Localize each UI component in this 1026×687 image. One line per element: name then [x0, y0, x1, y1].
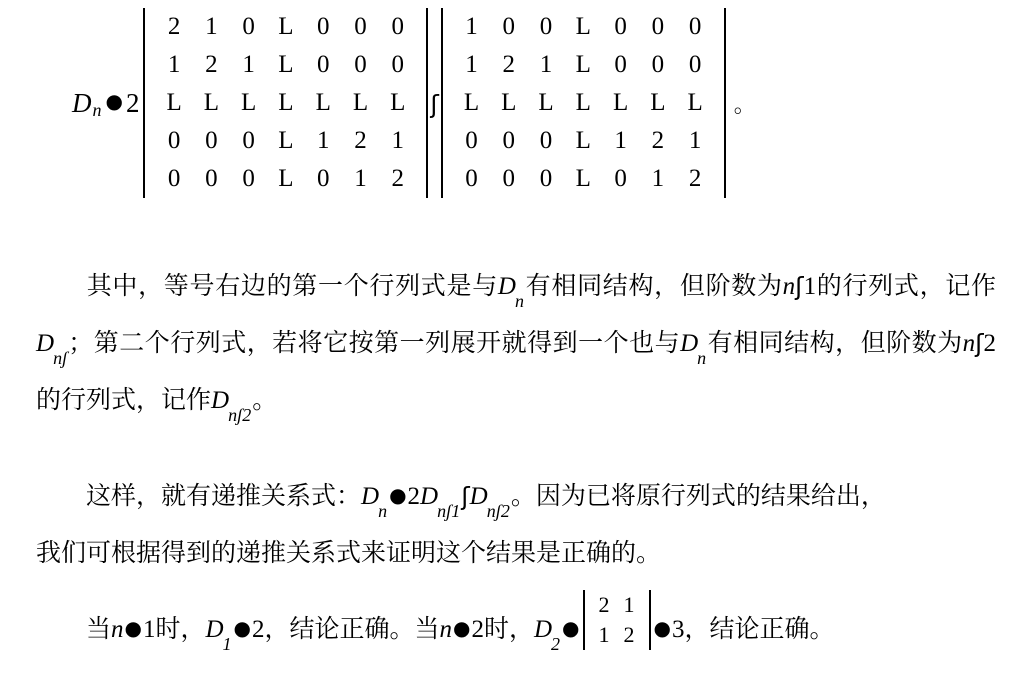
p2-text-a: 这样，就有递推关系式：	[86, 483, 362, 510]
matrix-cell: 1	[651, 165, 665, 192]
matrix-cell: 0	[205, 165, 218, 192]
matrix-cell: L	[650, 89, 666, 116]
matrix-cell: 0	[688, 13, 702, 40]
matrix-cell: L	[501, 89, 517, 116]
matrix-cell: 0	[651, 13, 665, 40]
matrix-cell: 2	[391, 165, 405, 192]
table-row	[453, 84, 714, 122]
p2-symbol-D3: D	[469, 483, 488, 510]
equation-left-side	[72, 88, 139, 119]
p3-symbol-D2: D	[533, 615, 553, 643]
equation-trailing-punctuation: 。	[733, 91, 756, 117]
p3-text-b: 时，	[155, 615, 206, 643]
p2-symbol-D2-glyph: ʃ	[446, 501, 452, 521]
matrix-cell: 1	[205, 13, 218, 40]
p1-symbol-n2: n	[962, 330, 976, 357]
p3-symbol-D2-sub: 2	[551, 633, 561, 654]
matrix-cell: 1	[688, 127, 702, 154]
determinant-subscript: n	[92, 99, 102, 120]
table-row	[155, 8, 416, 46]
matrix-cell: L	[575, 165, 591, 192]
p1-text-a: 其中，等号右边的第一个行列式是与	[86, 273, 498, 300]
p2-equals-glyph: ●	[389, 483, 407, 507]
matrix-cell: 2	[205, 51, 218, 78]
p1-text-j: 。	[252, 387, 278, 414]
table-row	[155, 84, 416, 122]
matrix-cell: 0	[688, 51, 702, 78]
p2-symbol-D2-val: 1	[451, 501, 461, 521]
p1-minus-glyph-2: ʃ	[975, 329, 984, 358]
matrix-cell: 1	[242, 51, 255, 78]
matrix-cell: 2	[688, 165, 702, 192]
determinant-matrix-1	[143, 8, 428, 198]
p3-symbol-n2: n	[439, 615, 453, 643]
matrix-2-table	[453, 8, 714, 198]
matrix-cell: L	[463, 89, 480, 116]
p1-text-h: 的行列式，记作	[36, 387, 212, 414]
matrix-cell: 0	[465, 127, 478, 154]
matrix-cell: 2	[502, 51, 515, 78]
p1-symbol-D2-glyph: ʃ	[62, 348, 68, 368]
matrix-cell: 0	[651, 51, 665, 78]
p1-symbol-D4-glyph: ʃ	[237, 405, 243, 425]
paragraph-2	[36, 472, 996, 579]
p3-value-3: 2	[471, 615, 484, 643]
p2-symbol-D: D	[361, 483, 380, 510]
p3-equals-glyph-1: ●	[124, 615, 142, 640]
matrix-cell: 0	[391, 13, 405, 40]
matrix-cell: L	[241, 89, 257, 116]
matrix-cell: L	[575, 13, 591, 40]
matrix-cell: 0	[465, 165, 478, 192]
matrix-cell: 2	[167, 13, 181, 40]
matrix-cell: L	[575, 127, 591, 154]
p1-symbol-D4-val: 2	[242, 405, 252, 425]
matrix-cell: 0	[391, 51, 405, 78]
matrix-cell: 2	[598, 592, 610, 617]
matrix-cell: 1	[167, 51, 181, 78]
table-row	[592, 620, 642, 650]
paragraph-1	[36, 262, 996, 433]
matrix-cell: L	[278, 127, 294, 154]
p3-text-a: 当	[86, 615, 112, 643]
p1-symbol-D3-sub: n	[697, 348, 707, 368]
p3-text-d: 时，	[483, 615, 534, 643]
matrix-cell: L	[575, 89, 591, 116]
p1-text-b: 有相同结构，但阶数为	[524, 273, 783, 300]
matrix-cell: 1	[465, 51, 478, 78]
paragraph-3	[36, 592, 996, 670]
matrix-cell: 0	[205, 127, 218, 154]
matrix-cell: 2	[651, 127, 665, 154]
p1-value-1: 1	[803, 273, 817, 300]
inline-determinant	[581, 590, 653, 668]
p3-value-5: 3	[671, 615, 685, 643]
p3-equals-glyph-2: ●	[233, 615, 251, 640]
p3-text-e: ，结论正确。	[684, 615, 835, 643]
p1-text-f: 有相同结构，但阶数为	[707, 330, 963, 357]
p1-minus-glyph: ʃ	[795, 272, 804, 301]
p1-text-e: ；第二个行列式，若将它按第一列展开就得到一个也与	[68, 330, 681, 357]
p1-symbol-D3: D	[680, 330, 699, 357]
p3-value-1: 1	[142, 615, 156, 643]
matrix-cell: 0	[539, 13, 553, 40]
matrix-cell: 1	[598, 622, 610, 648]
equals-glyph: ●	[105, 89, 123, 113]
matrix-cell: L	[612, 89, 629, 116]
matrix-cell: 0	[242, 127, 255, 154]
p2-symbol-D2: D	[420, 483, 439, 510]
p1-symbol-n: n	[782, 273, 796, 300]
matrix-cell: L	[687, 89, 703, 116]
matrix-cell: L	[315, 89, 331, 116]
p2-text-c: 我们可根据得到的递推关系式来证明这个结果是正确的。	[36, 540, 662, 567]
p3-equals-glyph-4: ●	[562, 615, 580, 640]
matrix-cell: 0	[354, 51, 367, 78]
matrix-cell: L	[278, 89, 294, 116]
p3-symbol-n: n	[111, 615, 124, 643]
matrix-cell: L	[352, 89, 369, 116]
matrix-cell: L	[278, 51, 294, 78]
p2-symbol-D3-sub: n	[486, 501, 496, 521]
matrix-cell: 0	[316, 13, 330, 40]
matrix-cell: 2	[354, 127, 367, 154]
p3-symbol-D1: D	[205, 615, 224, 643]
p3-text-c: ，结论正确。当	[264, 615, 440, 643]
determinant-symbol: D	[72, 87, 92, 118]
p1-symbol-D: D	[497, 273, 516, 300]
matrix-cell: 0	[502, 165, 515, 192]
table-row	[453, 8, 714, 46]
matrix-cell: 0	[316, 165, 330, 192]
matrix-cell: 0	[502, 13, 515, 40]
matrix-cell: L	[390, 89, 406, 116]
p3-value-2: 2	[252, 615, 265, 643]
p1-symbol-D2: D	[36, 330, 55, 357]
table-row	[155, 122, 416, 160]
p1-text-d: 的行列式，记作	[816, 273, 996, 300]
matrix-cell: 1	[354, 165, 367, 192]
matrix-cell: L	[203, 89, 220, 116]
matrix-cell: L	[575, 51, 591, 78]
matrix-cell: 0	[539, 165, 553, 192]
p2-symbol-D2-sub: n	[437, 501, 447, 521]
determinant-matrix-2	[441, 8, 726, 198]
matrix-cell: L	[538, 89, 554, 116]
matrix-1-table	[155, 8, 416, 198]
matrix-cell: L	[278, 165, 294, 192]
p1-symbol-D4-sub: n	[228, 405, 238, 425]
matrix-cell: 1	[539, 51, 553, 78]
matrix-cell: 0	[502, 127, 515, 154]
matrix-cell: 0	[242, 13, 255, 40]
matrix-cell: 1	[391, 127, 405, 154]
p1-symbol-D2-sub: n	[53, 348, 63, 368]
p3-symbol-D1-sub: 1	[222, 633, 232, 654]
matrix-cell: L	[278, 13, 294, 40]
small-matrix-wrapper	[583, 590, 651, 650]
p1-value-2: 2	[983, 330, 996, 357]
table-row	[155, 46, 416, 84]
table-row	[453, 160, 714, 198]
matrix-cell: 0	[614, 13, 627, 40]
p2-coefficient: 2	[407, 483, 421, 510]
matrix-cell: 1	[465, 13, 478, 40]
matrix-cell: 0	[614, 51, 627, 78]
p2-separator-glyph: ʃ	[461, 482, 470, 511]
matrix-cell: 1	[614, 127, 627, 154]
matrix-cell: 0	[167, 165, 181, 192]
p2-symbol-D3-glyph: ʃ	[495, 501, 501, 521]
matrix-cell: 0	[316, 51, 330, 78]
matrix-cell: 1	[316, 127, 330, 154]
equation-coefficient: 2	[125, 87, 140, 118]
p2-symbol-D-sub: n	[378, 501, 388, 521]
table-row	[453, 122, 714, 160]
p3-equals-glyph-3: ●	[453, 615, 471, 640]
matrix-cell: 1	[623, 592, 635, 617]
main-equation	[0, 8, 1026, 198]
table-row	[155, 160, 416, 198]
matrix-cell: L	[166, 89, 182, 116]
p1-symbol-D-sub: n	[514, 291, 524, 311]
matrix-cell: 0	[539, 127, 553, 154]
table-row	[453, 46, 714, 84]
table-row	[592, 590, 642, 620]
matrix-cell: 2	[623, 622, 635, 648]
small-matrix-table	[592, 590, 642, 650]
p2-symbol-D3-val: 2	[500, 501, 510, 521]
matrix-cell: 0	[242, 165, 255, 192]
p2-text-b: 。因为已将原行列式的结果给出，	[510, 483, 886, 510]
p3-equals-glyph-5: ●	[653, 615, 671, 640]
matrix-cell: 0	[614, 165, 627, 192]
p1-symbol-D4: D	[211, 387, 230, 414]
minus-operator-glyph: ʃ	[430, 89, 439, 119]
matrix-cell: 0	[167, 127, 181, 154]
matrix-cell: 0	[354, 13, 367, 40]
